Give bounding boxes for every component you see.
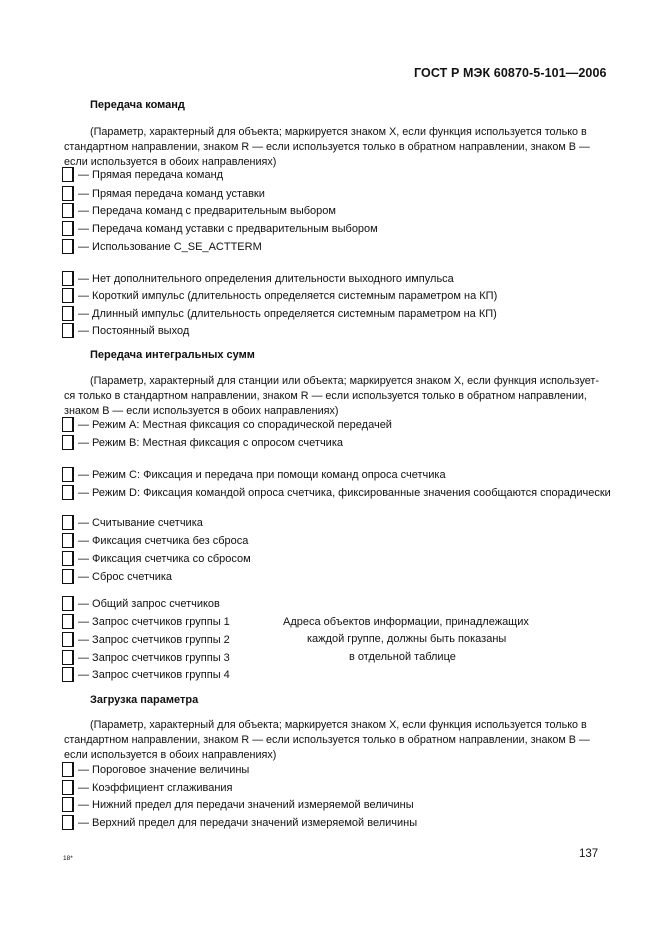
checkbox[interactable]	[62, 614, 74, 629]
checkbox-item[interactable]: — Запрос счетчиков группы 2	[62, 631, 230, 648]
group-address-note: в отдельной таблице	[349, 651, 456, 663]
section-intro-commands: (Параметр, характерный для объекта; маркируется знаком X, если функция используется только в стандартном направлении, знаком R — если используется только в обратном направлении, знаком B — если используется в обоих направлениях)	[64, 126, 590, 168]
checkbox-item[interactable]: — Верхний предел для передачи значений измеряемой величины	[62, 814, 417, 831]
checkbox-item[interactable]: — Режим C: Фиксация и передача при помощи команд опроса счетчика	[62, 466, 446, 483]
checkbox-item[interactable]: — Фиксация счетчика со сбросом	[62, 550, 251, 567]
checkbox-item[interactable]: — Запрос счетчиков группы 3	[62, 649, 230, 666]
checkbox-item[interactable]: — Коэффициент сглаживания	[62, 779, 233, 796]
sheet-mark: 18*	[63, 855, 73, 862]
checkbox[interactable]	[62, 306, 74, 321]
checkbox-item[interactable]: — Использование C_SE_ACTTERM	[62, 238, 262, 255]
checkbox-item[interactable]: — Нет дополнительного определения длительности выходного импульса	[62, 270, 454, 287]
checkbox[interactable]	[62, 650, 74, 665]
checkbox-item[interactable]: — Режим D: Фиксация командой опроса счетчика, фиксированные значения сообщаются спорадически	[62, 484, 611, 501]
checkbox-item[interactable]: — Сброс счетчика	[62, 568, 172, 585]
checkbox[interactable]	[62, 515, 74, 530]
checkbox[interactable]	[62, 762, 74, 777]
checkbox[interactable]	[62, 435, 74, 450]
checkbox[interactable]	[62, 533, 74, 548]
checkbox[interactable]	[62, 288, 74, 303]
checkbox[interactable]	[62, 815, 74, 830]
checkbox-item[interactable]: — Нижний предел для передачи значений измеряемой величины	[62, 796, 414, 813]
checkbox[interactable]	[62, 797, 74, 812]
section-title-commands: Передача команд	[90, 99, 185, 111]
checkbox-item[interactable]: — Короткий импульс (длительность определяется системным параметром на КП)	[62, 287, 497, 304]
section-intro-parameter-loading: (Параметр, характерный для объекта; маркируется знаком X, если функция используется только в стандартном направлении, знаком R — если используется только в обратном направлении, знаком B — если используется в обоих направлениях)	[64, 719, 590, 761]
checkbox[interactable]	[62, 596, 74, 611]
checkbox-item[interactable]: — Фиксация счетчика без сброса	[62, 532, 248, 549]
checkbox-item[interactable]: — Режим B: Местная фиксация с опросом счетчика	[62, 434, 343, 451]
checkbox-item[interactable]: — Передача команд с предварительным выбором	[62, 202, 336, 219]
group-address-note: Адреса объектов информации, принадлежащих	[283, 616, 529, 628]
checkbox-item[interactable]: — Запрос счетчиков группы 1	[62, 613, 230, 630]
checkbox[interactable]	[62, 551, 74, 566]
section-title-integrated-totals: Передача интегральных сумм	[90, 349, 255, 361]
checkbox-item[interactable]: — Считывание счетчика	[62, 514, 203, 531]
checkbox[interactable]	[62, 186, 74, 201]
page-number: 137	[579, 848, 599, 860]
document-header: ГОСТ Р МЭК 60870-5-101—2006	[414, 66, 607, 80]
checkbox[interactable]	[62, 417, 74, 432]
section-title-parameter-loading: Загрузка параметра	[90, 694, 199, 706]
checkbox-item[interactable]: — Пороговое значение величины	[62, 761, 249, 778]
checkbox[interactable]	[62, 167, 74, 182]
checkbox[interactable]	[62, 485, 74, 500]
checkbox-item[interactable]: — Прямая передача команд	[62, 166, 223, 183]
checkbox[interactable]	[62, 467, 74, 482]
checkbox[interactable]	[62, 323, 74, 338]
checkbox[interactable]	[62, 780, 74, 795]
checkbox[interactable]	[62, 667, 74, 682]
section-intro-integrated-totals: (Параметр, характерный для станции или объекта; маркируется знаком X, если функция использует- ся только в стандартном направлении, знаком R — если используется только в обратном направлении, знаком B — если используется в обоих направлениях)	[64, 375, 599, 417]
checkbox-item[interactable]: — Запрос счетчиков группы 4	[62, 666, 230, 683]
checkbox-item[interactable]: — Режим A: Местная фиксация со спорадической передачей	[62, 416, 392, 433]
checkbox-item[interactable]: — Передача команд уставки с предварительным выбором	[62, 220, 378, 237]
checkbox[interactable]	[62, 632, 74, 647]
checkbox-item[interactable]: — Постоянный выход	[62, 322, 189, 339]
checkbox[interactable]	[62, 221, 74, 236]
checkbox[interactable]	[62, 203, 74, 218]
group-address-note: каждой группе, должны быть показаны	[307, 633, 507, 645]
checkbox[interactable]	[62, 239, 74, 254]
checkbox-item[interactable]: — Общий запрос счетчиков	[62, 595, 220, 612]
checkbox-item[interactable]: — Длинный импульс (длительность определяется системным параметром на КП)	[62, 305, 497, 322]
checkbox[interactable]	[62, 271, 74, 286]
checkbox-item[interactable]: — Прямая передача команд уставки	[62, 185, 265, 202]
checkbox[interactable]	[62, 569, 74, 584]
